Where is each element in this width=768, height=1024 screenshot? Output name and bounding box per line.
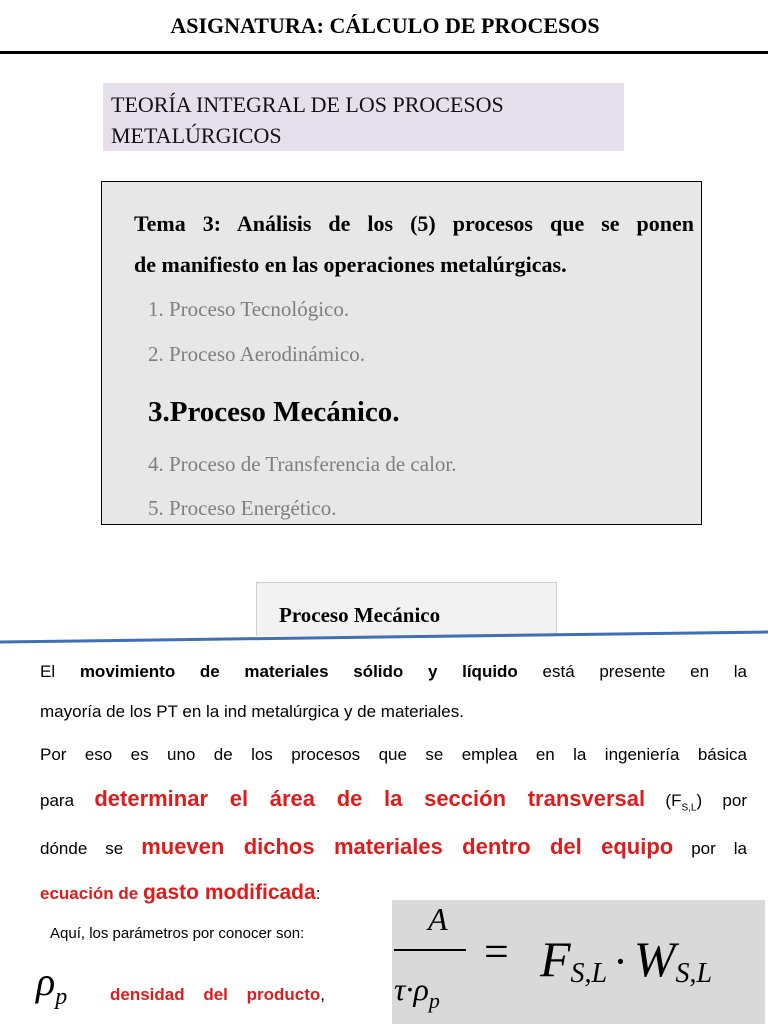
topic-item-2: 2. Proceso Aerodinámico. — [148, 342, 365, 366]
p4-colon: : — [315, 884, 321, 903]
section-tab-label: Proceso Mecánico — [279, 603, 441, 627]
title-rule — [0, 51, 768, 54]
paragraph-2-line2 — [40, 786, 747, 813]
p1-bold: movimiento de materiales sólido y líquido — [79, 662, 518, 681]
p2-red-phrase: determinar el área de la sección transversal — [94, 786, 646, 811]
formula-equals: = — [484, 927, 509, 976]
topic-heading-line2: de manifiesto en las operaciones metalúrgicas. — [134, 252, 567, 277]
rho-symbol — [36, 958, 67, 1011]
formula-F-sub: S,L — [570, 958, 608, 989]
formula-dot: · — [613, 937, 628, 986]
density-label: densidad del producto — [110, 985, 321, 1004]
topic-item-1: 1. Proceso Tecnológico. — [148, 297, 350, 321]
p2-paren-close: ) por — [696, 791, 747, 810]
p1-text-b: está presente en la — [517, 662, 748, 681]
p2-paren-open: (F — [645, 791, 682, 810]
section-divider — [0, 630, 768, 644]
page-title: ASIGNATURA: CÁLCULO DE PROCESOS — [170, 13, 600, 38]
density-comma: , — [320, 985, 326, 1004]
density-line — [110, 985, 378, 1005]
topic-heading-line1: Tema 3: Análisis de los (5) procesos que se ponen — [134, 211, 694, 236]
formula-rhs — [539, 931, 712, 989]
p3-text-b: por la — [673, 839, 748, 858]
paragraph-3 — [40, 834, 747, 860]
p3-red-phrase: mueven dichos materiales dentro del equipo — [141, 834, 674, 859]
paragraph-1-line1 — [40, 662, 747, 682]
formula-numerator: A — [428, 901, 448, 937]
p2-para: para — [40, 791, 95, 810]
paragraph-1-line2: mayoría de los PT en la ind metalúrgica y de materiales. — [40, 702, 464, 721]
p2-subscript: S,L — [681, 802, 697, 814]
p1-text-a: El — [40, 662, 80, 681]
p4-red-small: ecuación de — [40, 884, 143, 903]
p4-red-big: gasto modificada — [142, 881, 316, 904]
topic-item-3-active: 3.Proceso Mecánico. — [148, 396, 400, 428]
params-intro: Aquí, los parámetros por conocer son: — [50, 925, 305, 942]
formula-W: W — [633, 931, 676, 987]
formula-denominator — [394, 971, 440, 1013]
formula-W-sub: S,L — [675, 958, 713, 989]
formula — [392, 900, 765, 1024]
topic-item-5: 5. Proceso Energético. — [148, 496, 337, 520]
formula-denominator-main: τ·ρ — [394, 971, 429, 1007]
formula-denominator-sub: p — [428, 988, 440, 1013]
p3-text-a: dónde se — [40, 839, 142, 858]
rho-char: ρ — [36, 959, 56, 1004]
paragraph-4 — [40, 881, 400, 905]
paragraph-2-line1: Por eso es uno de los procesos que se emplea en la ingeniería básica — [40, 745, 747, 764]
topic-item-4: 4. Proceso de Transferencia de calor. — [148, 452, 457, 476]
rho-subscript: p — [55, 984, 68, 1010]
formula-F: F — [540, 931, 571, 987]
subtitle-banner: TEORÍA INTEGRAL DE LOS PROCESOS METALÚRGICOS — [103, 83, 624, 151]
